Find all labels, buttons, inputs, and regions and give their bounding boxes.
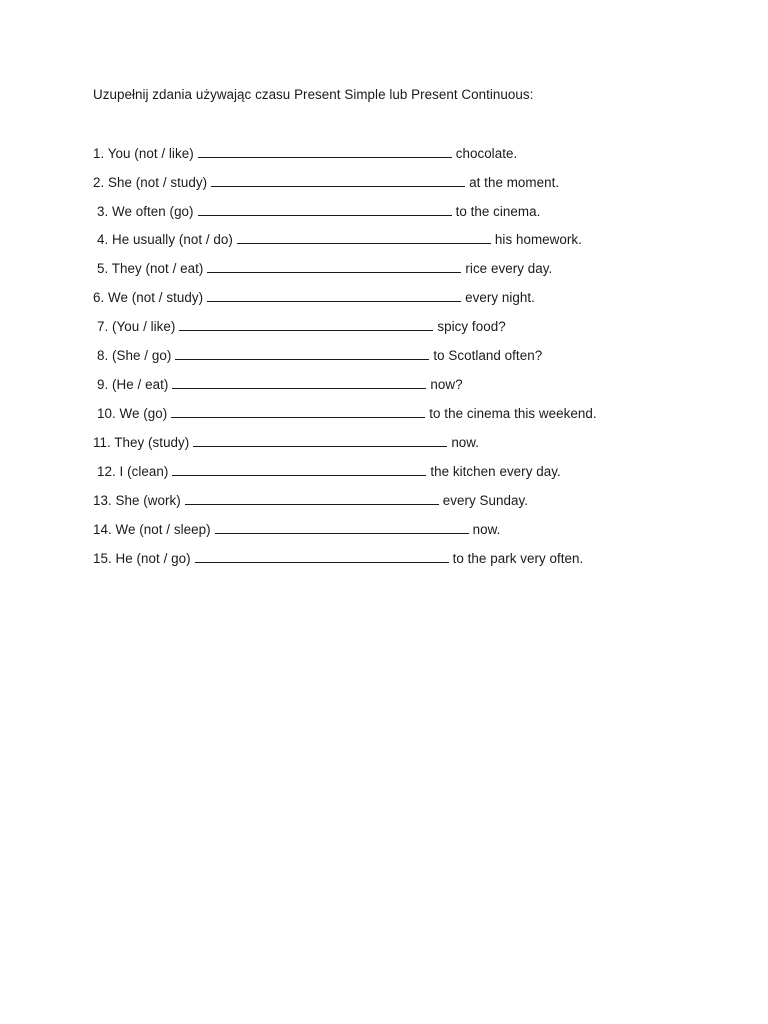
exercise-ending: rice every day. bbox=[465, 261, 553, 276]
exercise-prompt: 10. We (go) bbox=[97, 406, 168, 421]
exercise-prompt: 7. (You / like) bbox=[97, 319, 176, 334]
answer-blank[interactable] bbox=[175, 349, 429, 360]
exercise-ending: to the cinema this weekend. bbox=[429, 406, 597, 421]
exercise-prompt: 14. We (not / sleep) bbox=[93, 522, 211, 537]
instruction-text: Uzupełnij zdania używając czasu Present Simple lub Present Continuous: bbox=[93, 87, 534, 102]
exercise-prompt: 6. We (not / study) bbox=[93, 290, 204, 305]
exercise-prompt: 4. He usually (not / do) bbox=[97, 232, 233, 247]
exercise-item bbox=[97, 464, 561, 479]
exercise-ending: every Sunday. bbox=[442, 493, 529, 508]
exercise-item bbox=[97, 232, 582, 247]
exercise-ending: to the park very often. bbox=[452, 551, 584, 566]
exercise-item bbox=[97, 406, 597, 421]
exercise-item bbox=[93, 435, 479, 450]
exercise-item bbox=[93, 175, 559, 190]
answer-blank[interactable] bbox=[195, 552, 449, 563]
answer-blank[interactable] bbox=[172, 465, 426, 476]
exercise-item bbox=[97, 319, 506, 334]
exercise-item bbox=[93, 522, 500, 537]
exercise-ending: to the cinema. bbox=[455, 204, 541, 219]
exercise-item bbox=[97, 204, 540, 219]
exercise-item bbox=[93, 290, 535, 305]
exercise-ending: now. bbox=[451, 435, 480, 450]
exercise-ending: spicy food? bbox=[437, 319, 506, 334]
exercise-item bbox=[97, 377, 463, 392]
answer-blank[interactable] bbox=[198, 147, 452, 158]
exercise-item bbox=[97, 348, 542, 363]
answer-blank[interactable] bbox=[179, 320, 433, 331]
exercise-item bbox=[93, 146, 517, 161]
exercise-ending: now. bbox=[472, 522, 501, 537]
answer-blank[interactable] bbox=[215, 523, 469, 534]
exercise-prompt: 9. (He / eat) bbox=[97, 377, 169, 392]
exercise-prompt: 12. I (clean) bbox=[97, 464, 169, 479]
exercise-prompt: 11. They (study) bbox=[93, 435, 190, 450]
exercise-ending: now? bbox=[430, 377, 463, 392]
answer-blank[interactable] bbox=[237, 233, 491, 244]
exercise-prompt: 13. She (work) bbox=[93, 493, 181, 508]
exercise-item bbox=[93, 551, 583, 566]
exercise-prompt: 8. (She / go) bbox=[97, 348, 172, 363]
answer-blank[interactable] bbox=[185, 494, 439, 505]
exercise-ending: his homework. bbox=[494, 232, 582, 247]
exercise-item bbox=[97, 261, 552, 276]
answer-blank[interactable] bbox=[211, 176, 465, 187]
answer-blank[interactable] bbox=[172, 378, 426, 389]
answer-blank[interactable] bbox=[207, 291, 461, 302]
exercise-ending: at the moment. bbox=[469, 175, 560, 190]
exercise-ending: the kitchen every day. bbox=[430, 464, 561, 479]
exercise-ending: every night. bbox=[465, 290, 535, 305]
exercise-ending: chocolate. bbox=[455, 146, 518, 161]
answer-blank[interactable] bbox=[171, 407, 425, 418]
answer-blank[interactable] bbox=[193, 436, 447, 447]
exercise-prompt: 5. They (not / eat) bbox=[97, 261, 204, 276]
answer-blank[interactable] bbox=[207, 262, 461, 273]
exercise-ending: to Scotland often? bbox=[433, 348, 543, 363]
answer-blank[interactable] bbox=[198, 205, 452, 216]
exercise-item bbox=[93, 493, 528, 508]
exercise-prompt: 3. We often (go) bbox=[97, 204, 194, 219]
exercise-prompt: 1. You (not / like) bbox=[93, 146, 194, 161]
exercise-prompt: 15. He (not / go) bbox=[93, 551, 191, 566]
exercise-prompt: 2. She (not / study) bbox=[93, 175, 208, 190]
